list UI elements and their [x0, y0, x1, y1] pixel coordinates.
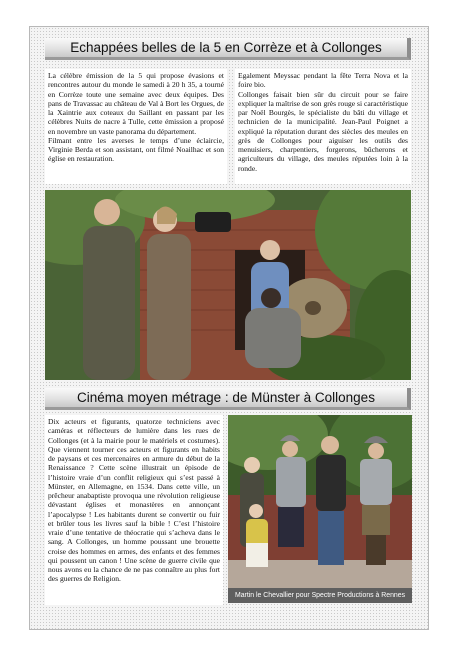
article-paragraph: Egalement Meyssac pendant la fête Terra Nova et la foire bio.	[238, 71, 408, 90]
photo-costumed-actors	[228, 415, 412, 588]
article-column-left	[45, 69, 227, 184]
article-cinema	[45, 415, 223, 605]
photo-caption: Martin le Chevallier pour Spectre Productions à Rennes	[228, 588, 412, 603]
photo-film-crew-millstone	[45, 190, 411, 380]
section-title-echappees: Echappées belles de la 5 en Corrèze et à Collonges	[45, 38, 411, 60]
section-title-cinema: Cinéma moyen métrage : de Münster à Collonges	[45, 388, 411, 410]
article-paragraph: Filmant entre les averses le temps d’une éclaircie, Virginie Berda et son assistant, ont filmé Noailhac et son église en restauration.	[48, 135, 224, 164]
article-paragraph: La célèbre émission de la 5 qui propose évasions et rencontres autour du monde le samedi à 20 h 35, a tourné en Corrèze toute une semaine avec deux équipes. Des pans de Travassac au château de Val à Bort les Orgues, de la Xaintrie aux coteaux du Saillant en passant par les célèbres Nuits de nacre à Tulle, cette émission a proposé en novembre un vaste panorama du département.	[48, 71, 224, 136]
article-paragraph: Collonges faisait bien sûr du circuit pour se faire expliquer la maîtrise de son grès rouge si caractéristique par Noël Bourgès, le spécialiste du bâti du village et technicien de la municipalité. Jean-Paul Poignet a expliqué la réputation durant des siècles des meules en grès de Collonges pour aiguiser les outils des menuisiers, charpentiers, forgerons, bûcherons et agriculteurs du village, des meules réputées loin à la ronde.	[238, 89, 408, 173]
article-column-right	[235, 69, 411, 184]
article-paragraph: Dix acteurs et figurants, quatorze techniciens avec caméras et réflecteurs de lumière dans les rues de Collonges (et à la mairie pour le matériels et costumes). Que viennent tourner ces acteurs et figurants en habits de paysans et ces mercenaires en armure du début de la Renaissance ? Cette scène illustrait un épisode de l’histoire vraie d’un conflit religieux qui s’est passé à Münster, en Allemagne, en 1534. Dans cette ville, un prêcheur anabaptiste provoqua une révolution religieuse dévastant églises et monastères en annonçant l’apocalypse ! Les habitants durent se convertir ou fuir et brûler tous les livres sauf la bible ! C’est l’histoire vraie d’une tentative de théocratie qui s’acheva dans le sang. A Collonges, un homme poussant une brouette croise des hommes en armes, des enfants et des femmes qui poussent un canon ! Une scène de guerre civile que nous avons eu la chance de ne pas connaître au plus fort des guerres de Religion.	[48, 417, 220, 584]
